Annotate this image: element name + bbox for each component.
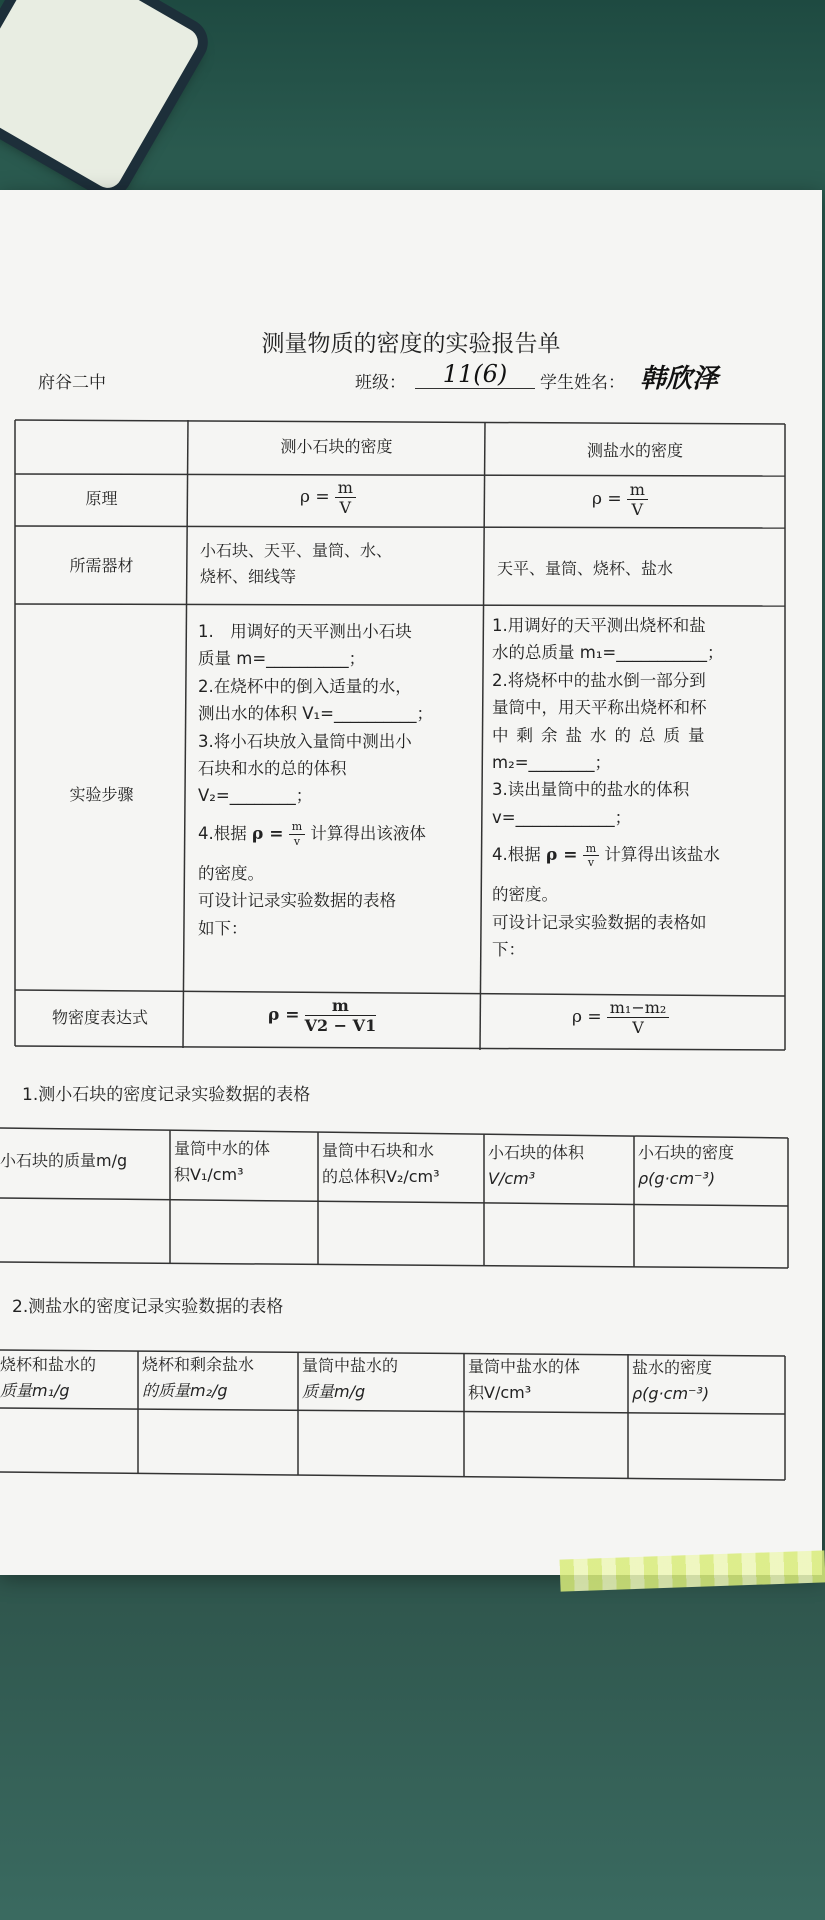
rho-symbol: ρ = bbox=[546, 845, 578, 865]
section2-title: 2.测盐水的密度记录实验数据的表格 bbox=[12, 1297, 284, 1317]
frac-numerator: m₁−m₂ bbox=[607, 998, 670, 1018]
header-line: 量筒中石块和水 bbox=[322, 1141, 435, 1160]
header-line: 量筒中水的体 bbox=[174, 1139, 271, 1158]
header-line: 的总体积V₂/cm³ bbox=[322, 1166, 440, 1186]
step-line: 的密度。 bbox=[492, 885, 558, 905]
section1-title: 1.测小石块的密度记录实验数据的表格 bbox=[22, 1085, 311, 1105]
step-line: V₂=________； bbox=[198, 786, 313, 806]
student-name-label: 学生姓名： bbox=[540, 373, 625, 393]
step-line: 2.将烧杯中的盐水倒一部分到 bbox=[492, 670, 706, 690]
equipment-salt: 天平、量筒、烧杯、盐水 bbox=[497, 559, 674, 578]
t2-header-cylinder-volume bbox=[468, 1354, 580, 1405]
header-line: ρ(g·cm⁻³) bbox=[638, 1168, 716, 1188]
header-line: V/cm³ bbox=[488, 1168, 536, 1188]
step-line: 1.用调好的天平测出烧杯和盐 bbox=[492, 616, 706, 635]
step-line: 水的总质量 m₁=___________； bbox=[492, 643, 724, 663]
col-header-salt: 测盐水的密度 bbox=[586, 441, 683, 460]
header-line: 积V/cm³ bbox=[468, 1382, 532, 1402]
frac-numerator: m bbox=[289, 820, 305, 834]
frac-denominator: v bbox=[587, 856, 595, 869]
header-line: 质量m/g bbox=[302, 1381, 366, 1401]
rho-symbol: ρ = bbox=[252, 823, 284, 844]
step-line: 可设计记录实验数据的表格 bbox=[198, 891, 396, 911]
step4-line bbox=[492, 841, 782, 869]
rho-symbol: ρ = bbox=[300, 487, 330, 508]
equipment-stone-line: 小石块、天平、量筒、水、 bbox=[200, 541, 393, 560]
class-label: 班级： bbox=[355, 373, 406, 393]
step4-line bbox=[198, 820, 483, 848]
principle-salt-formula bbox=[592, 480, 648, 519]
step-line: 石块和水的总的体积 bbox=[198, 758, 347, 778]
t2-header-beaker-salt-mass bbox=[0, 1352, 96, 1403]
t1-header-mass: 小石块的质量m/g bbox=[0, 1151, 128, 1170]
t2-header-cylinder-mass bbox=[302, 1353, 398, 1404]
step-line: 1. 用调好的天平测出小石块 bbox=[198, 622, 412, 641]
frac-numerator: m bbox=[627, 480, 648, 500]
step-line: 质量 m=__________； bbox=[198, 649, 366, 669]
t1-header-total-volume bbox=[322, 1138, 440, 1189]
step-line: 量筒中，用天平称出烧杯和杯 bbox=[492, 698, 707, 718]
step-line: 下： bbox=[492, 939, 525, 959]
header-line: 量筒中盐水的 bbox=[302, 1356, 399, 1375]
stone-steps bbox=[198, 618, 483, 942]
expression-salt-formula bbox=[572, 998, 669, 1037]
t2-header-remaining-mass bbox=[142, 1352, 254, 1403]
salt-steps bbox=[492, 612, 782, 963]
frac-denominator: V bbox=[632, 1018, 644, 1038]
frac-denominator: v bbox=[293, 834, 301, 848]
rho-symbol: ρ = bbox=[268, 1005, 300, 1026]
student-name-value: 韩欣泽 bbox=[640, 364, 719, 394]
page-title: 测量物质的密度的实验报告单 bbox=[261, 331, 561, 357]
header-line: 积V₁/cm³ bbox=[174, 1164, 244, 1184]
step-line: 3.读出量筒中的盐水的体积 bbox=[492, 780, 690, 800]
t1-header-density bbox=[638, 1140, 734, 1191]
rho-symbol: ρ = bbox=[592, 489, 622, 510]
step4-prefix: 4.根据 bbox=[492, 845, 541, 864]
header-line: 小石块的体积 bbox=[488, 1143, 585, 1162]
header-line: 的质量m₂/g bbox=[142, 1380, 228, 1400]
t1-header-stone-volume bbox=[488, 1140, 584, 1191]
school-name: 府谷二中 bbox=[38, 373, 106, 393]
step-line: 3.将小石块放入量筒中测出小 bbox=[198, 731, 412, 751]
step4-prefix: 4.根据 bbox=[198, 823, 247, 843]
row-label-steps: 实验步骤 bbox=[69, 785, 134, 804]
frac-denominator: V2 − V1 bbox=[304, 1016, 377, 1036]
row-label-expression: 物密度表达式 bbox=[51, 1008, 148, 1027]
header-line: 小石块的密度 bbox=[638, 1143, 735, 1162]
equipment-stone-line: 烧杯、细线等 bbox=[200, 567, 297, 587]
header-line: 质量m₁/g bbox=[0, 1380, 70, 1400]
step-line: 中剩余盐水的总质量 bbox=[492, 725, 713, 745]
header-line: 量筒中盐水的体 bbox=[468, 1357, 581, 1376]
header-line: 烧杯和盐水的 bbox=[0, 1355, 97, 1374]
expression-stone-formula bbox=[268, 996, 376, 1035]
header-line: 盐水的密度 bbox=[632, 1358, 713, 1377]
row-label-principle: 原理 bbox=[85, 489, 118, 508]
t2-header-density bbox=[632, 1355, 712, 1406]
step-line: v=____________； bbox=[492, 807, 632, 827]
rho-symbol: ρ = bbox=[572, 1007, 602, 1028]
frac-denominator: V bbox=[631, 500, 644, 520]
step-line: m₂=________； bbox=[492, 752, 612, 772]
class-value: 11(6) bbox=[415, 360, 535, 389]
t1-header-water-volume bbox=[174, 1136, 270, 1187]
step-line: 可设计记录实验数据的表格如 bbox=[492, 912, 707, 932]
step-line: 测出水的体积 V₁=__________； bbox=[198, 704, 433, 724]
frac-numerator: m bbox=[583, 842, 599, 856]
step-line: 如下： bbox=[198, 918, 248, 938]
frac-denominator: V bbox=[339, 498, 352, 518]
frac-numerator: m bbox=[335, 478, 356, 498]
step-line: 的密度。 bbox=[198, 863, 264, 883]
step-line: 计算得出该液体 bbox=[310, 823, 426, 843]
col-header-stone: 测小石块的密度 bbox=[280, 437, 393, 456]
frac-numerator: m bbox=[305, 996, 377, 1016]
principle-stone-formula bbox=[300, 478, 356, 517]
header-line: 烧杯和剩余盐水 bbox=[142, 1355, 255, 1374]
step-line: 2.在烧杯中的倒入适量的水， bbox=[198, 676, 412, 696]
row-label-equipment: 所需器材 bbox=[69, 556, 134, 575]
header-line: ρ(g·cm⁻³) bbox=[632, 1383, 710, 1403]
equipment-stone bbox=[200, 538, 392, 591]
step-line: 计算得出该盐水 bbox=[604, 845, 720, 864]
